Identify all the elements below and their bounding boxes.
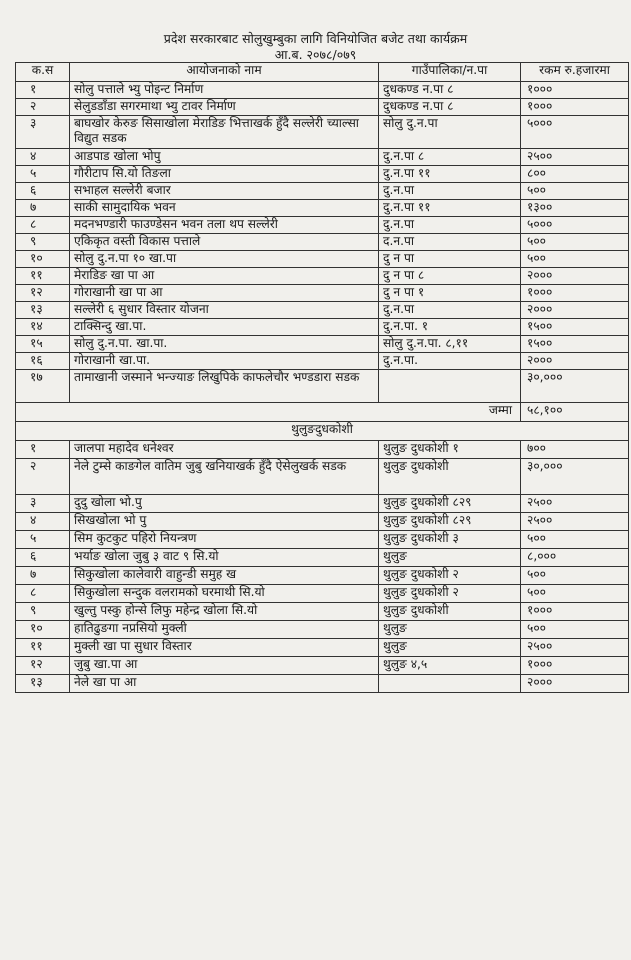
row-project-name: मुक्ली खा पा सुधार विस्तार — [70, 639, 379, 657]
row-amount: ५०० — [521, 251, 629, 268]
table-row — [16, 657, 629, 675]
row-project-name: गोराखानी खा.पा. — [70, 353, 379, 370]
row-sn: ९ — [16, 234, 70, 251]
row-project-name: तामाखानी जस्माने भन्ज्याङ लिखुपिके काफलेचौर भण्डडारा सडक — [70, 370, 379, 403]
row-amount: ७०० — [521, 441, 629, 459]
row-municipality: थुलुङ — [379, 639, 521, 657]
table-row — [16, 639, 629, 657]
table-row — [16, 99, 629, 116]
row-municipality: द.न.पा — [379, 234, 521, 251]
row-project-name: मदनभण्डारी फाउण्डेसन भवन तला थप सल्लेरी — [70, 217, 379, 234]
row-municipality: दु.न.पा — [379, 302, 521, 319]
row-sn: १३ — [16, 302, 70, 319]
row-amount: १००० — [521, 82, 629, 99]
row-sn: ११ — [16, 639, 70, 657]
row-amount: ३०,००० — [521, 370, 629, 403]
row-project-name: एकिकृत वस्ती विकास पत्ताले — [70, 234, 379, 251]
row-amount: ५००० — [521, 217, 629, 234]
row-project-name: सोलु दु.न.पा. खा.पा. — [70, 336, 379, 353]
row-sn: ६ — [16, 183, 70, 200]
row-amount: ३०,००० — [521, 459, 629, 495]
row-municipality: दु.न.पा. — [379, 353, 521, 370]
row-project-name: हातिढुङगा नप्रसियो मुक्ली — [70, 621, 379, 639]
table-row — [16, 166, 629, 183]
row-sn: ५ — [16, 531, 70, 549]
row-amount: २००० — [521, 353, 629, 370]
row-amount: ५०० — [521, 621, 629, 639]
row-amount: १५०० — [521, 336, 629, 353]
row-sn: १ — [16, 441, 70, 459]
table-row — [16, 319, 629, 336]
row-municipality: दु न पा ८ — [379, 268, 521, 285]
row-project-name: सिम कुटकुट पहिरो नियन्त्रण — [70, 531, 379, 549]
row-amount: ५०० — [521, 234, 629, 251]
row-sn: १५ — [16, 336, 70, 353]
row-project-name: सिकुखोला सन्दुक वलरामको घरमाथी सि.यो — [70, 585, 379, 603]
row-municipality: दु.न.पा — [379, 217, 521, 234]
row-amount: ५०० — [521, 183, 629, 200]
table-row — [16, 459, 629, 495]
table-row — [16, 513, 629, 531]
section1-body — [16, 82, 629, 403]
row-amount: ५०० — [521, 531, 629, 549]
row-amount: २००० — [521, 675, 629, 693]
row-sn: १२ — [16, 657, 70, 675]
row-municipality: थुलुङ दुधकोशी ८२९ — [379, 495, 521, 513]
table-row — [16, 336, 629, 353]
table-row — [16, 217, 629, 234]
row-project-name: साकी सामुदायिक भवन — [70, 200, 379, 217]
row-sn: ४ — [16, 149, 70, 166]
table-row — [16, 149, 629, 166]
table-row — [16, 285, 629, 302]
row-municipality: थुलुङ दुधकोशी ३ — [379, 531, 521, 549]
row-municipality: दु न पा १ — [379, 285, 521, 302]
row-sn: ४ — [16, 513, 70, 531]
row-municipality: दु.न.पा ११ — [379, 166, 521, 183]
row-amount: ८,००० — [521, 549, 629, 567]
total-label: जम्मा — [16, 403, 521, 422]
row-municipality: थुलुङ — [379, 621, 521, 639]
table-row — [16, 268, 629, 285]
row-sn: ७ — [16, 567, 70, 585]
row-sn: ११ — [16, 268, 70, 285]
row-amount: २५०० — [521, 513, 629, 531]
row-project-name: भर्याङ खोला जुबु ३ वाट ९ सि.यो — [70, 549, 379, 567]
row-amount: ८०० — [521, 166, 629, 183]
row-municipality: दु न पा — [379, 251, 521, 268]
header-row — [16, 63, 629, 82]
row-sn: ८ — [16, 585, 70, 603]
table-row — [16, 200, 629, 217]
row-municipality: सोलु दु.न.पा — [379, 116, 521, 149]
table-row — [16, 251, 629, 268]
table-row — [16, 621, 629, 639]
header-municipality: गाउँपालिका/न.पा — [379, 63, 521, 82]
table-row — [16, 82, 629, 99]
row-amount: ५०० — [521, 567, 629, 585]
row-project-name: सभाहल सल्लेरी बजार — [70, 183, 379, 200]
table-row — [16, 585, 629, 603]
row-municipality: दुधकण्ड न.पा ८ — [379, 82, 521, 99]
row-project-name: जालपा महादेव धनेश्वर — [70, 441, 379, 459]
row-municipality — [379, 370, 521, 403]
row-amount: २००० — [521, 302, 629, 319]
row-sn: १४ — [16, 319, 70, 336]
row-project-name: गोराखानी खा पा आ — [70, 285, 379, 302]
table-row — [16, 183, 629, 200]
row-sn: १७ — [16, 370, 70, 403]
row-municipality: थुलुङ दुधकोशी २ — [379, 585, 521, 603]
table-row — [16, 549, 629, 567]
row-project-name: टाक्सिन्दु खा.पा. — [70, 319, 379, 336]
row-project-name: सल्लेरी ६ सुधार विस्तार योजना — [70, 302, 379, 319]
row-amount: २५०० — [521, 639, 629, 657]
row-municipality: दु.न.पा — [379, 183, 521, 200]
row-project-name: आडपाड खोला भोपु — [70, 149, 379, 166]
row-amount: १३०० — [521, 200, 629, 217]
row-municipality: थुलुङ दुधकोशी २ — [379, 567, 521, 585]
row-project-name: सिखखोला भो पु — [70, 513, 379, 531]
row-municipality: थुलुङ दुधकोशी — [379, 603, 521, 621]
table-row — [16, 495, 629, 513]
header-project-name: आयोजनाको नाम — [70, 63, 379, 82]
row-municipality: थुलुङ दुधकोशी — [379, 459, 521, 495]
row-sn: १ — [16, 82, 70, 99]
budget-table — [15, 62, 629, 693]
row-project-name: बाघखोर केरुङ सिसाखोला मेराडिङ भित्ताखर्क हुँदै सल्लेरी च्याल्सा विद्युत सडक — [70, 116, 379, 149]
table-row — [16, 531, 629, 549]
row-sn: ७ — [16, 200, 70, 217]
row-municipality: सोलु दु.न.पा. ८,११ — [379, 336, 521, 353]
row-amount: १००० — [521, 99, 629, 116]
row-municipality: दुधकण्ड न.पा ८ — [379, 99, 521, 116]
row-amount: १००० — [521, 285, 629, 302]
row-municipality: थुलुङ ४,५ — [379, 657, 521, 675]
total-row — [16, 403, 629, 422]
row-project-name: नेले टुम्से काङगेल वातिम जुबु खनियाखर्क हुँदै ऐसेलुखर्क सडक — [70, 459, 379, 495]
row-municipality: दु.न.पा ८ — [379, 149, 521, 166]
row-project-name: सोलु दु.न.पा १० खा.पा — [70, 251, 379, 268]
total-amount: ५८,१०० — [521, 403, 629, 422]
row-sn: १० — [16, 251, 70, 268]
table-row — [16, 302, 629, 319]
row-project-name: जुबु खा.पा आ — [70, 657, 379, 675]
row-sn: ३ — [16, 495, 70, 513]
row-sn: ६ — [16, 549, 70, 567]
totals-body — [16, 403, 629, 441]
row-project-name: गौरीटाप सि.यो तिङला — [70, 166, 379, 183]
row-sn: ९ — [16, 603, 70, 621]
row-project-name: सेलुडडाँडा सगरमाथा भ्यु टावर निर्माण — [70, 99, 379, 116]
table-row — [16, 603, 629, 621]
row-project-name: नेले खा पा आ — [70, 675, 379, 693]
section2-title: थुलुङदुधकोशी — [16, 422, 629, 441]
section2-header-row — [16, 422, 629, 441]
fiscal-year: आ.ब. २०७८/०७९ — [274, 47, 357, 62]
row-municipality: दु.न.पा. १ — [379, 319, 521, 336]
row-amount: ५०० — [521, 585, 629, 603]
row-amount: २००० — [521, 268, 629, 285]
row-municipality: थुलुङ दुधकोशी १ — [379, 441, 521, 459]
row-sn: ८ — [16, 217, 70, 234]
row-amount: १००० — [521, 657, 629, 675]
row-amount: १५०० — [521, 319, 629, 336]
table-row — [16, 353, 629, 370]
row-sn: ३ — [16, 116, 70, 149]
row-project-name: मेराडिङ खा पा आ — [70, 268, 379, 285]
row-sn: १० — [16, 621, 70, 639]
table-row — [16, 675, 629, 693]
row-project-name: दुदु खोला भो.पु — [70, 495, 379, 513]
table-row — [16, 234, 629, 251]
row-municipality: थुलुङ — [379, 549, 521, 567]
header-sn: क.स — [16, 63, 70, 82]
row-project-name: सोलु पत्ताले भ्यु पोइन्ट निर्माण — [70, 82, 379, 99]
table-row — [16, 116, 629, 149]
table-row — [16, 370, 629, 403]
row-sn: २ — [16, 99, 70, 116]
row-sn: ५ — [16, 166, 70, 183]
row-sn: २ — [16, 459, 70, 495]
row-amount: २५०० — [521, 495, 629, 513]
row-sn: १३ — [16, 675, 70, 693]
header-amount: रकम रु.हजारमा — [521, 63, 629, 82]
row-amount: २५०० — [521, 149, 629, 166]
document-title: प्रदेश सरकारबाट सोलुखुम्बुका लागि विनियोजित बजेट तथा कार्यक्रम — [163, 31, 468, 46]
row-sn: १६ — [16, 353, 70, 370]
row-project-name: सिकुखोला कालेवारी वाहुन्डी समुह ख — [70, 567, 379, 585]
row-municipality: थुलुङ दुधकोशी ८२९ — [379, 513, 521, 531]
row-sn: १२ — [16, 285, 70, 302]
table-row — [16, 441, 629, 459]
row-amount: १००० — [521, 603, 629, 621]
row-municipality — [379, 675, 521, 693]
row-amount: ५००० — [521, 116, 629, 149]
table-row — [16, 567, 629, 585]
row-project-name: खुल्तु पस्कु होन्से लिफु महेन्द्र खोला सि.यो — [70, 603, 379, 621]
section2-body — [16, 441, 629, 693]
row-municipality: दु.न.पा ११ — [379, 200, 521, 217]
